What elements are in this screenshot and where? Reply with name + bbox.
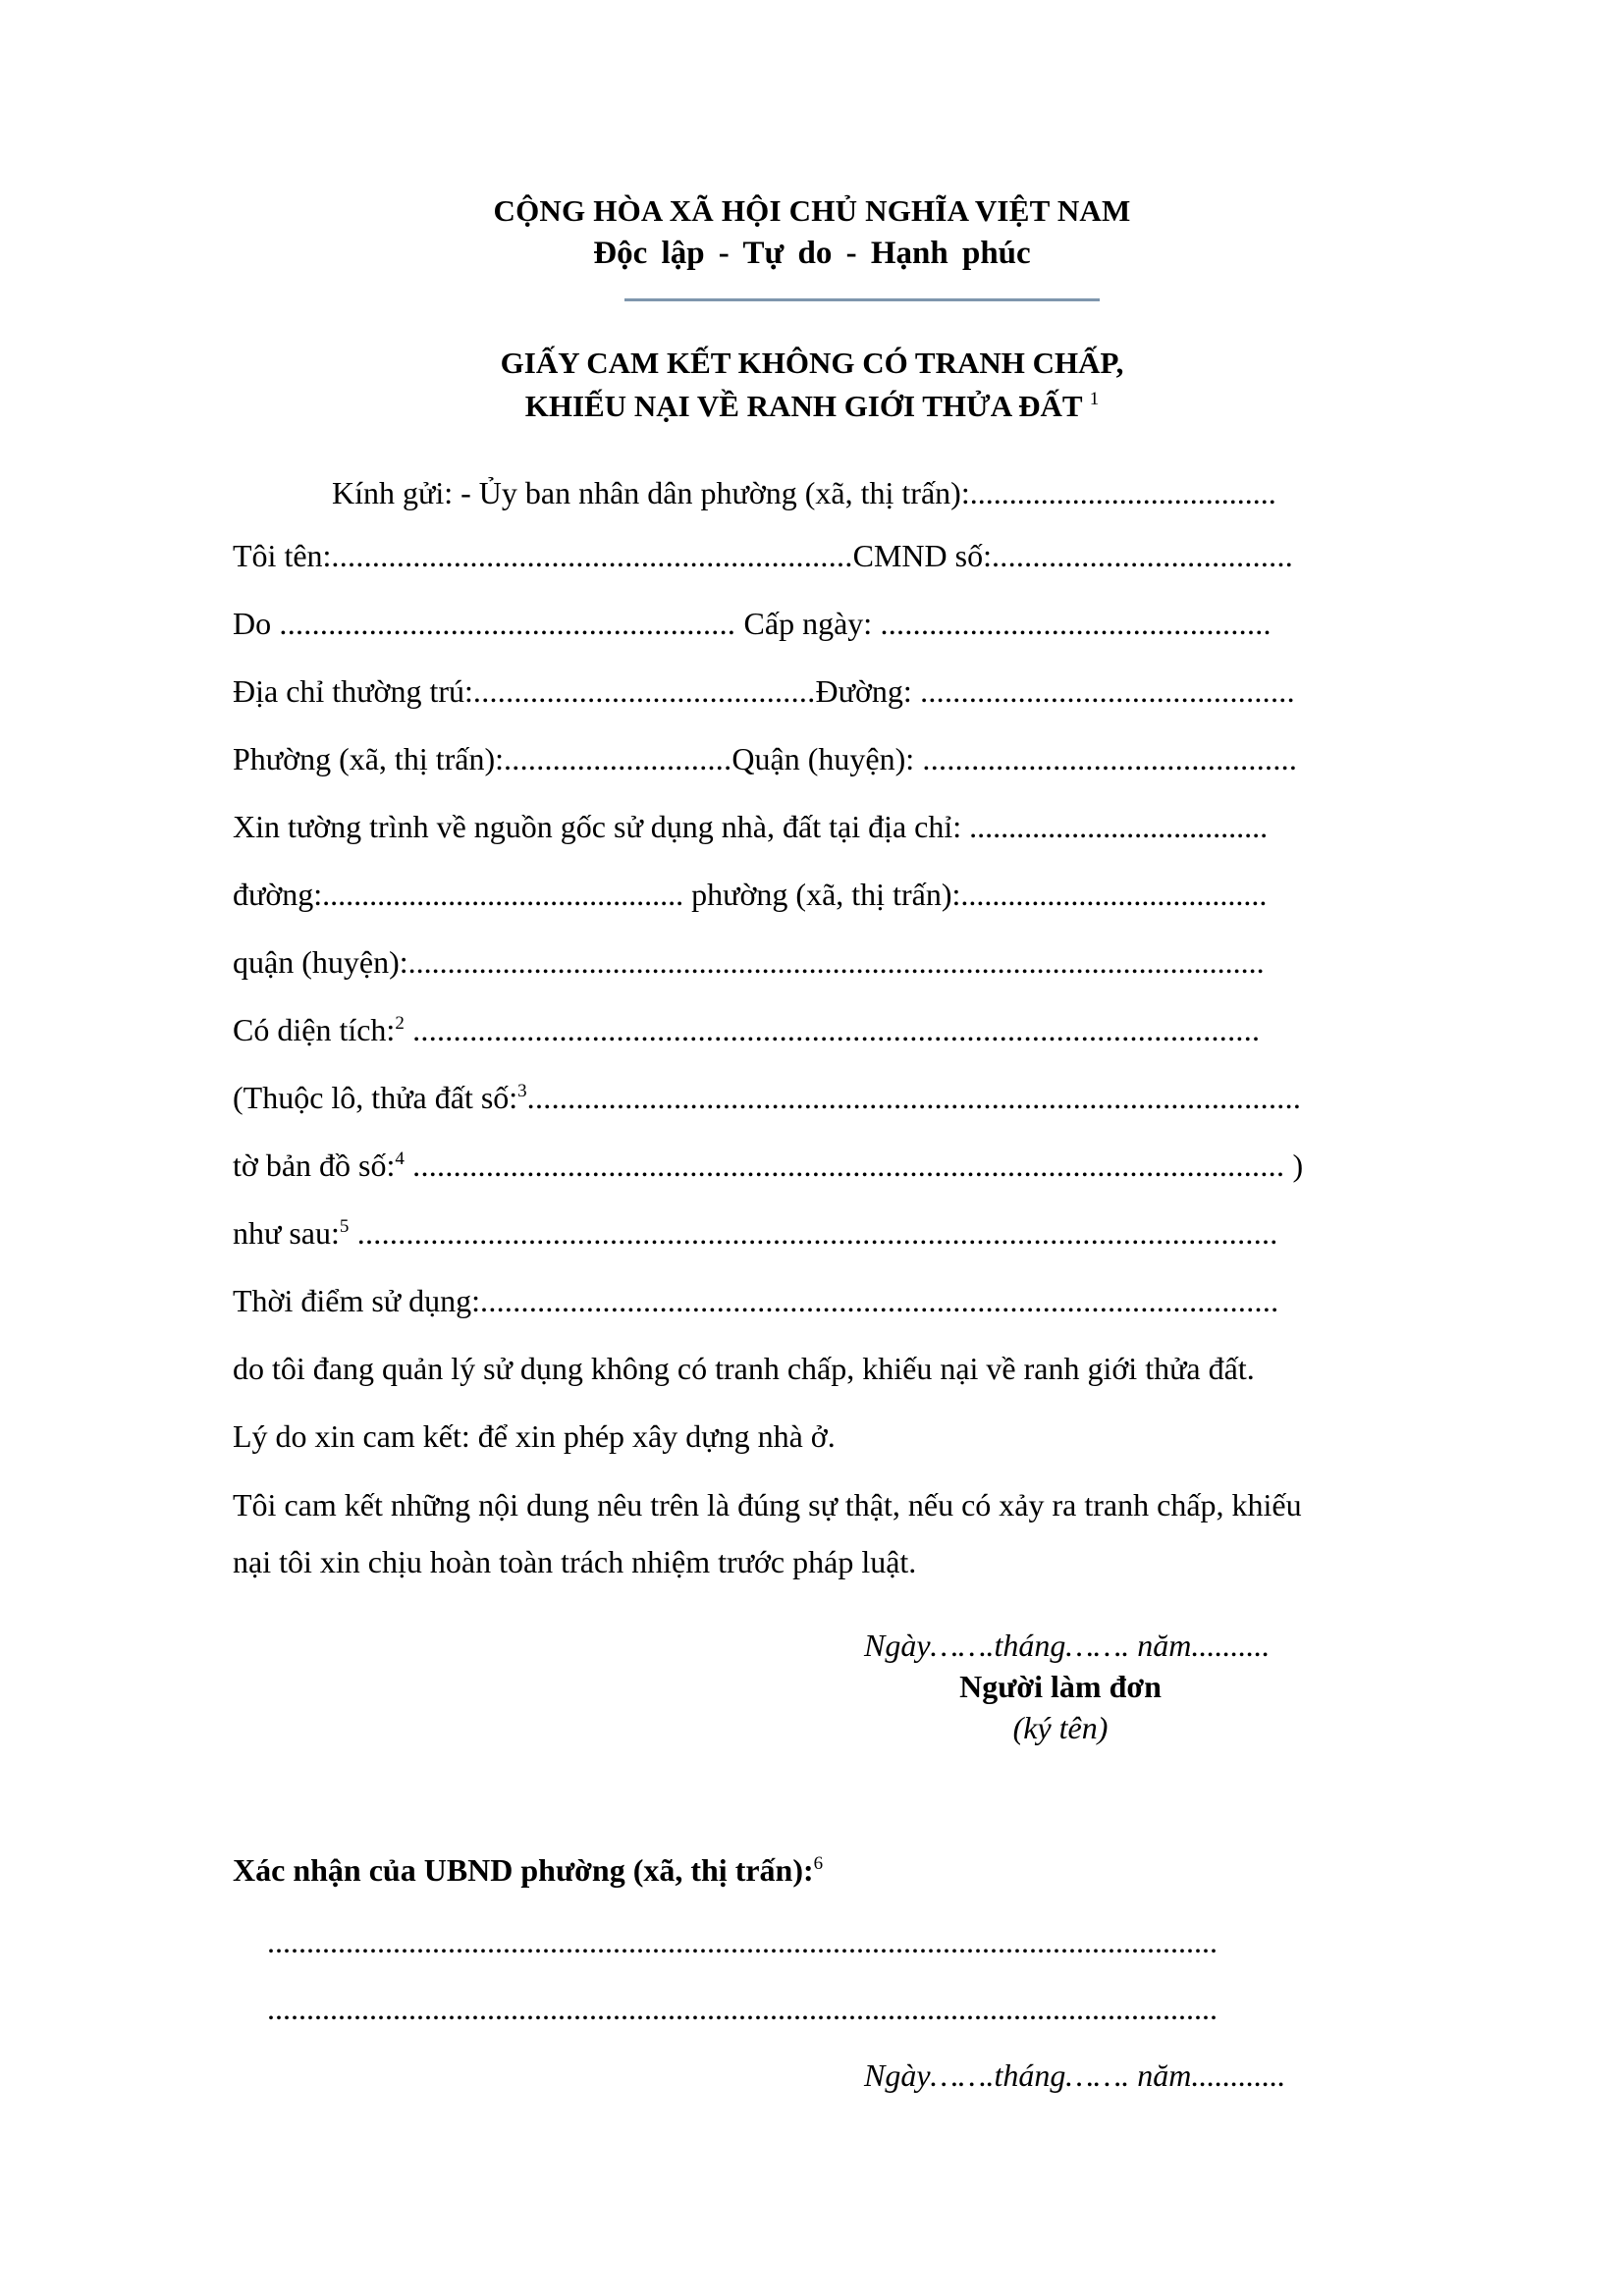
- map-field: ........................................................................................................... ): [404, 1148, 1304, 1183]
- issued-date-field: ................................................: [872, 606, 1272, 641]
- issued-date-label: Cấp ngày:: [743, 606, 873, 641]
- street-label: Đường:: [815, 673, 912, 709]
- header-divider: [624, 298, 1100, 301]
- name-field: ................................................................: [331, 538, 853, 573]
- lot-field: ...............................................................................................: [526, 1080, 1302, 1115]
- address-line: [233, 671, 1411, 711]
- map-label: tờ bản đồ số:: [233, 1148, 396, 1183]
- district-field: ..............................................: [914, 741, 1298, 776]
- document-title-text: KHIẾU NẠI VỀ RANH GIỚI THỬA ĐẤT: [524, 389, 1083, 423]
- as-follows-line: [233, 1213, 1411, 1253]
- footnote-marker-2: 2: [395, 1013, 405, 1034]
- lot-line: [233, 1078, 1411, 1117]
- map-line: [233, 1146, 1411, 1185]
- area-label: Có diện tích:: [233, 1012, 396, 1047]
- area-line: [233, 1010, 1411, 1049]
- document-title-line-2: [0, 389, 1624, 424]
- land-street-line: đường:.............................................. phường (xã, thị trấn):.......................................: [233, 877, 1268, 912]
- footnote-marker-3: 3: [517, 1081, 527, 1101]
- time-field: ..................................................................................................: [480, 1283, 1279, 1318]
- footnote-marker-4: 4: [395, 1148, 405, 1169]
- footnote-marker-6: 6: [813, 1853, 824, 1874]
- reason-statement: Lý do xin cam kết: để xin phép xây dựng nhà ở.: [233, 1418, 836, 1454]
- footnote-marker-5: 5: [339, 1216, 350, 1237]
- ward-line: [233, 739, 1411, 778]
- footnote-marker-1: 1: [1089, 389, 1100, 409]
- confirmation-heading: [233, 1850, 1411, 1890]
- statement-line: Xin tường trình về nguồn gốc sử dụng nhà, đất tại địa chỉ: ......................................: [233, 809, 1269, 844]
- time-line: [233, 1281, 1411, 1320]
- ward-field: ............................: [504, 741, 732, 776]
- address-label: Địa chỉ thường trú:: [233, 673, 473, 709]
- managed-statement: do tôi đang quản lý sử dụng không có tranh chấp, khiếu nại về ranh giới thửa đất.: [233, 1351, 1255, 1386]
- area-field: ........................................................................................................: [404, 1012, 1261, 1047]
- confirmation-field-1: .........................................................................................................................: [267, 1924, 1218, 1959]
- district-label: Quận (huyện):: [731, 741, 915, 776]
- commitment-line-2: nại tôi xin chịu hoàn toàn trách nhiệm trước pháp luật.: [233, 1544, 917, 1579]
- confirmation-field-2: .........................................................................................................................: [267, 1991, 1218, 2026]
- national-motto: Độc lập - Tự do - Hạnh phúc: [593, 236, 1031, 271]
- name-line: [233, 536, 1411, 575]
- street-field: ..............................................: [911, 673, 1295, 709]
- lot-label: (Thuộc lô, thửa đất số:: [233, 1080, 518, 1115]
- name-label: Tôi tên:: [233, 538, 332, 573]
- issued-by-field: ........................................................: [271, 606, 744, 641]
- confirmation-label: Xác nhận của UBND phường (xã, thị trấn):: [233, 1852, 814, 1888]
- commitment-line-1: Tôi cam kết những nội dung nêu trên là đúng sự thật, nếu có xảy ra tranh chấp, khiếu: [233, 1487, 1302, 1522]
- address-field: ..........................................: [472, 673, 816, 709]
- signature-date: Ngày…….tháng……. năm..........: [864, 1628, 1271, 1663]
- issued-line: [233, 604, 1411, 643]
- signature-note: (ký tên): [1012, 1710, 1109, 1745]
- confirmation-date: Ngày…….tháng……. năm............: [864, 2057, 1286, 2093]
- issued-by-label: Do: [233, 606, 272, 641]
- addressee-line: Kính gửi: - Ủy ban nhân dân phường (xã, thị trấn):.......................................: [332, 475, 1276, 510]
- signer-title: Người làm đơn: [959, 1669, 1162, 1704]
- as-follows-label: như sau:: [233, 1215, 340, 1251]
- as-follows-field: .................................................................................................................: [349, 1215, 1278, 1251]
- land-district-line: quận (huyện):.............................................................................................................: [233, 944, 1265, 980]
- id-field: .....................................: [991, 538, 1294, 573]
- document-title-line-1: GIẤY CAM KẾT KHÔNG CÓ TRANH CHẤP,: [500, 346, 1124, 380]
- time-label: Thời điểm sử dụng:: [233, 1283, 481, 1318]
- national-title: CỘNG HÒA XÃ HỘI CHỦ NGHĨA VIỆT NAM: [493, 193, 1131, 228]
- ward-label: Phường (xã, thị trấn):: [233, 741, 504, 776]
- id-label: CMND số:: [852, 538, 992, 573]
